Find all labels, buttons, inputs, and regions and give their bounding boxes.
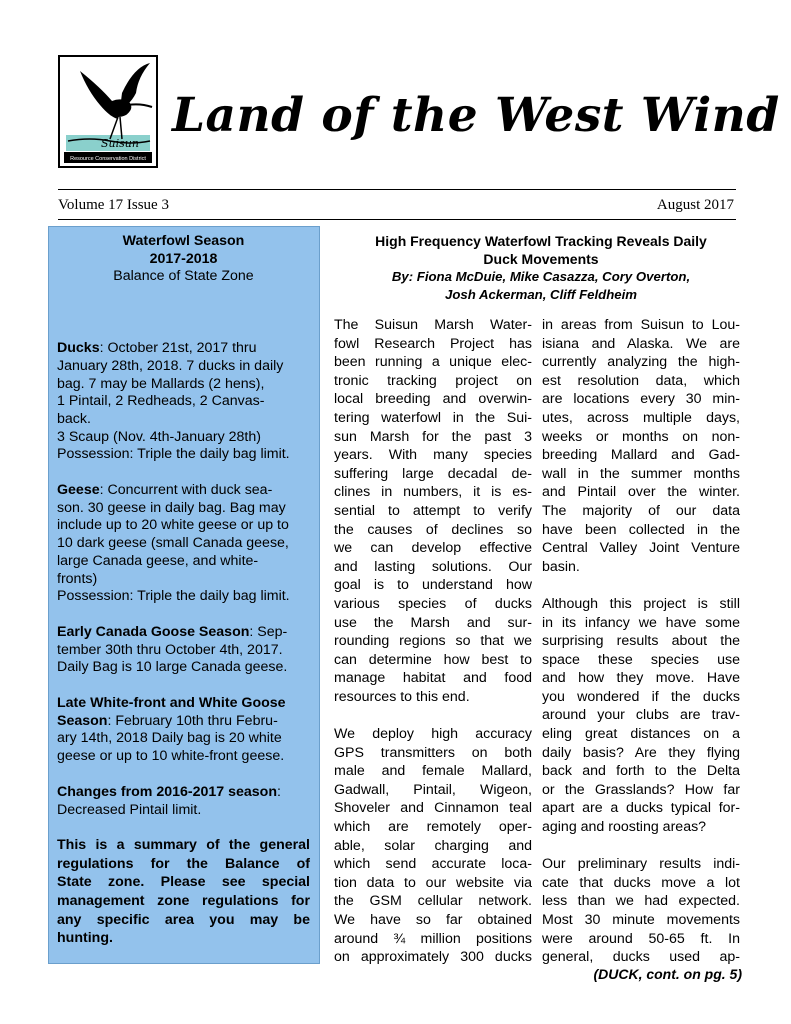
- article-line: We deploy high accuracy: [334, 726, 532, 743]
- article-paragraph: [542, 595, 740, 837]
- early-canada-line: : Sep-: [249, 623, 288, 640]
- article-line: various species of ducks: [334, 595, 532, 612]
- article-line: were around 50-65 ft. In: [542, 930, 740, 947]
- sidebar-subheading: Balance of State Zone: [113, 268, 254, 285]
- article-line: years. With many species: [334, 447, 532, 464]
- ducks-line: Possession: Triple the daily bag limit.: [57, 446, 290, 463]
- article-line: less than we had expected.: [542, 893, 740, 910]
- late-white-label: Season: [57, 712, 108, 729]
- article-line: weeks or months on non-: [542, 428, 740, 445]
- ducks-line: back.: [57, 410, 91, 427]
- article-line: can determine how best to: [334, 651, 532, 668]
- article-line: cate that ducks move a lot: [542, 874, 740, 891]
- heron-logo-icon: [60, 57, 156, 166]
- summary-line: This is a summary of the general: [57, 837, 310, 854]
- article-line: Most 30 minute movements: [542, 912, 740, 928]
- article-line: sential to attempt to verify: [334, 502, 532, 519]
- geese-line: 10 dark geese (small Canada geese,: [57, 535, 289, 552]
- article-line: or the Grasslands? How far: [542, 781, 740, 798]
- late-white-line: geese or up to 10 white-front geese.: [57, 748, 285, 765]
- article-line: Gadwall, Pintail, Wigeon,: [334, 781, 532, 798]
- article-line: been running a unique elec-: [334, 354, 532, 371]
- article-line: suffering large decadal de-: [334, 465, 532, 482]
- summary-line: regulations for the Balance of: [57, 855, 310, 872]
- logo-subtext: Resource Conservation District: [70, 156, 146, 162]
- late-white-section: [57, 695, 310, 766]
- article-line: on approximately 300 ducks: [334, 949, 532, 966]
- byline-line: By: Fiona McDuie, Mike Casazza, Cory Overton,: [391, 269, 691, 284]
- article-paragraph: [542, 316, 740, 576]
- article-line: utes, across multiple days,: [542, 409, 740, 426]
- article-line: tion data to our website via: [334, 874, 532, 891]
- changes-line: :: [277, 783, 281, 800]
- article-line: breeding Mallard and Gad-: [542, 447, 740, 464]
- late-white-label: Late White-front and White Goose: [57, 695, 286, 712]
- article-line: local breeding and overwin-: [334, 391, 532, 408]
- summary-line: management zone regulations for: [57, 893, 310, 910]
- article-line: space these species use: [542, 651, 740, 668]
- article-byline: [336, 268, 746, 304]
- ducks-label: Ducks: [57, 340, 100, 357]
- article-line: GPS transmitters on both: [334, 744, 532, 761]
- sidebar-season-box: [48, 226, 320, 964]
- article-line: back and forth to the Delta: [542, 763, 740, 780]
- article-line: which are remotely oper-: [334, 819, 532, 836]
- continuation-rest: , cont. on pg. 5): [638, 966, 742, 982]
- article-line: Our preliminary results indi-: [542, 856, 740, 873]
- article-line: aging and roosting areas?: [542, 819, 707, 836]
- byline-line: Josh Ackerman, Cliff Feldheim: [444, 287, 637, 302]
- article-line: isiana and Alaska. We are: [542, 335, 740, 352]
- article-line: general, ducks used ap-: [542, 949, 740, 966]
- ducks-line: bag. 7 may be Mallards (2 hens),: [57, 375, 265, 392]
- article-line: Shoveler and Cinnamon teal: [334, 800, 532, 817]
- article-line: you wondered if the ducks: [542, 688, 740, 705]
- article-line: The majority of our data: [542, 502, 740, 519]
- continuation-open: (: [593, 966, 599, 982]
- sidebar-heading-years: 2017-2018: [149, 250, 218, 267]
- article-line: the GSM cellular network.: [334, 893, 532, 910]
- summary-line: any specific area you may be: [57, 911, 310, 928]
- article-line: daily basis? Are they flying: [542, 744, 740, 761]
- article-line: resources to this end.: [334, 688, 470, 705]
- article-title-line: High Frequency Waterfowl Tracking Reveals Daily: [375, 233, 707, 249]
- issue-date: August 2017: [656, 197, 734, 213]
- article-line: wall in the summer months: [542, 465, 740, 482]
- article-line: tering waterfowl in the Sui-: [334, 409, 532, 426]
- article-line: eling great distances on a: [542, 726, 740, 743]
- article-paragraph: [334, 725, 532, 967]
- article-line: tronic tracking project on: [334, 372, 532, 389]
- article-line: est resolution data, which: [542, 372, 740, 389]
- summary-note: [57, 837, 310, 949]
- changes-label: Changes from 2016-2017 season: [57, 783, 278, 800]
- article-line: and how they move. Have: [542, 670, 740, 687]
- article-line: sun Marsh for the past 3: [334, 428, 532, 445]
- article-column-left: [334, 316, 532, 967]
- article-line: The Suisun Marsh Water-: [334, 317, 532, 333]
- geese-label: Geese: [57, 482, 100, 499]
- ducks-section: [57, 340, 310, 464]
- article-line: in areas from Suisun to Lou-: [542, 317, 740, 333]
- divider-top: [58, 189, 736, 190]
- article-line: manage habitat and food: [334, 670, 532, 687]
- article-column-right: [542, 316, 740, 967]
- continuation-keyword: DUCK: [598, 966, 639, 982]
- late-white-line: : February 10th thru Febru-: [107, 712, 278, 729]
- early-canada-line: tember 30th thru October 4th, 2017.: [57, 641, 283, 658]
- summary-line: hunting.: [57, 930, 113, 947]
- logo: [58, 55, 158, 168]
- article-paragraph: [334, 316, 532, 706]
- geese-line: large Canada geese, and white-: [57, 552, 259, 569]
- article-line: male and female Mallard,: [334, 763, 532, 780]
- article-line: have been collected in the: [542, 521, 740, 538]
- article-line: in its infancy we have some: [542, 614, 740, 631]
- article-title: [336, 232, 746, 268]
- article-paragraph: [542, 855, 740, 967]
- article-line: We have so far obtained: [334, 912, 532, 928]
- article-line: rounding regions so that we: [334, 633, 532, 650]
- article-line: clines in numbers, it is es-: [334, 484, 532, 501]
- article-line: around ¾ million positions: [334, 930, 532, 947]
- geese-section: [57, 482, 310, 606]
- changes-section: [57, 784, 310, 819]
- early-canada-section: [57, 624, 310, 677]
- article-line: we can develop effective: [334, 540, 532, 557]
- ducks-line: 1 Pintail, 2 Redheads, 2 Canvas-: [57, 393, 265, 410]
- ducks-line: January 28th, 2018. 7 ducks in daily: [57, 357, 284, 374]
- article-line: are locations every 30 min-: [542, 391, 740, 408]
- divider-bottom: [58, 219, 736, 220]
- article-line: Central Valley Joint Venture: [542, 540, 740, 557]
- ducks-line: : October 21st, 2017 thru: [99, 340, 257, 357]
- masthead-title: Land of the West Wind: [172, 88, 780, 143]
- summary-line: State zone. Please see special: [57, 874, 310, 891]
- logo-text: Suisun: [101, 137, 139, 150]
- article-line: the causes of declines so: [334, 521, 532, 538]
- article-line: which send accurate loca-: [334, 856, 532, 873]
- article-line: and Pintail over the winter.: [542, 484, 740, 501]
- article-line: basin.: [542, 558, 580, 575]
- article-line: surprising results about the: [542, 633, 740, 650]
- geese-line: include up to 20 white geese or up to: [57, 517, 289, 534]
- changes-line: Decreased Pintail limit.: [57, 801, 202, 818]
- article-line: apart are a ducks typical for-: [542, 800, 740, 817]
- early-canada-label: Early Canada Goose Season: [57, 623, 250, 640]
- geese-line: fronts): [57, 570, 98, 587]
- late-white-line: ary 14th, 2018 Daily bag is 20 white: [57, 730, 282, 747]
- article-line: goal is to understand how: [334, 577, 532, 594]
- continuation-note: [593, 966, 742, 982]
- article-line: currently analyzing the high-: [542, 354, 740, 371]
- issue-volume: Volume 17 Issue 3: [58, 197, 169, 213]
- article-line: able, solar charging and: [334, 837, 532, 854]
- article-line: and lasting solutions. Our: [334, 558, 532, 575]
- geese-line: : Concurrent with duck sea-: [99, 482, 273, 499]
- article-line: fowl Research Project has: [334, 335, 532, 352]
- article-line: around your clubs are trav-: [542, 707, 740, 724]
- article-line: Although this project is still: [542, 595, 740, 612]
- article-title-line: Duck Movements: [483, 251, 599, 267]
- sidebar-heading: Waterfowl Season: [122, 233, 245, 249]
- geese-line: Possession: Triple the daily bag limit.: [57, 588, 290, 605]
- article-line: use the Marsh and sur-: [334, 614, 532, 631]
- geese-line: son. 30 geese in daily bag. Bag may: [57, 499, 286, 516]
- ducks-line: 3 Scaup (Nov. 4th-January 28th): [57, 428, 261, 445]
- early-canada-line: Daily Bag is 10 large Canada geese.: [57, 659, 288, 676]
